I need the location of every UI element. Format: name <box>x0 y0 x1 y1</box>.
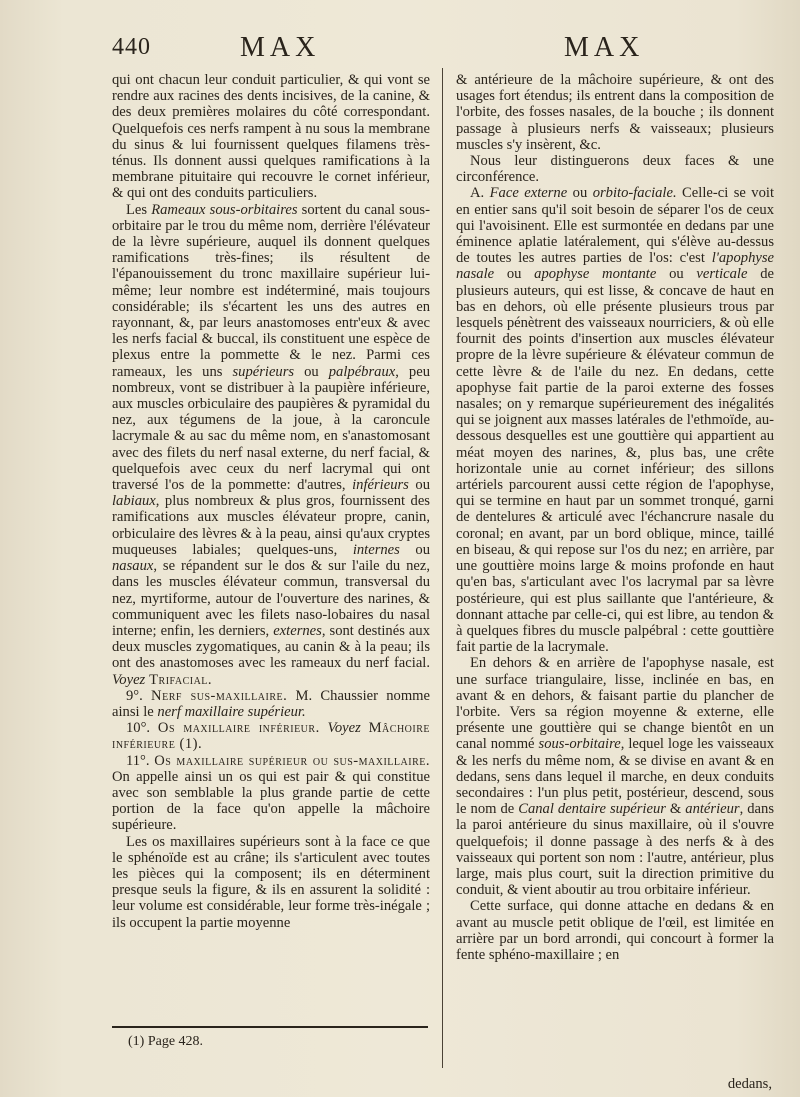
entry-os-maxillaire-inferieur: 10°. Os maxillaire inférieur. Voyez Mâchoire inférieure (1). <box>112 720 430 753</box>
right-paragraph-5: Cette surface, qui donne attache en dedans & en avant au muscle petit oblique de l'œil, est limitée en arrière par un bord arrondi, qui concourt à former la fente sphéno-maxillaire ; en <box>456 898 774 963</box>
running-head-right: MAX <box>564 32 645 63</box>
left-paragraph-2: Les Rameaux sous-orbitaires sortent du canal sous-orbitaire par le trou du même nom, derrière l'élévateur de la lèvre supérieure, auquel ils donnent quelques ramifications très-fines; ils résultent de l'épanouissement du tronc maxillaire supérieur lui-même; leur nombre est indéterminé, mais toujours considérable; ils s'écartent les uns des autres en rayonnant, &, par leurs anastomoses entr'eux & avec les nerfs facial & buccal, ils constituent une espèce de plexus entre la pommette & le nez. Parmi ces rameaux, les uns supérieurs ou palpébraux, peu nombreux, vont se distribuer à la paupière inférieure, aux muscles orbiculaire des paupières & pyramidal du nez, aux tégumens de la joue, à la caroncule lacrymale & au sac du même nom, en s'anastomosant avec des filets du nerf nasal externe, du nerf facial, & quelquefois avec ceux du nerf lacrymal qui ont traversé l'os de la pommette: d'autres, inférieurs ou labiaux, plus nombreux & plus gros, fournissent des ramifications aux muscles élévateur propre, canin, orbiculaire des lèvres & à la peau, ainsi qu'aux cryptes muqueuses labiales; quelques-uns, internes ou nasaux, se répandent sur le dos & sur l'aile du nez, dans les muscles élévateur commun, transversal du nez, myrtiforme, autour de l'ouverture des narines, & communiquent avec les filets naso-lobaires du nasal interne; enfin, les derniers, externes, sont destinés aux deux muscles zygomatiques, au canin & à la peau; ils ont des anastomoses avec les rameaux du nerf facial. Voyez Trifacial. <box>112 201 430 688</box>
cross-ref-trifacial: Trifacial. <box>145 671 213 688</box>
entry-os-maxillaire-superieur: 11°. Os maxillaire supérieur ou sus-maxillaire. On appelle ainsi un os qui est pair & qui constitue avec son semblable la plus grande partie de cette portion de la face qu'on appelle la mâchoire supérieure. <box>112 752 431 834</box>
right-paragraph-1: & antérieure de la mâchoire supérieure, & ont des usages fort étendus; ils entrent dans la composition de l'orbite, des fosses nasales, de la bouche ; ils donnent passage à plusieurs nerfs & vaisseaux; plusieurs muscles s'y insèrent, &c. <box>456 72 774 153</box>
page-number: 440 <box>112 34 151 60</box>
catchword: dedans, <box>727 1076 772 1092</box>
left-paragraph-1: qui ont chacun leur conduit particulier, & qui vont se rendre aux racines des dents incisives, de la canine, & des deux premières molaires du côté correspondant. Quelquefois ces nerfs rampent à nu sous la membrane du sinus & lui fournissent quelques filamens très-ténus. Ils donnent aussi quelques ramifications à la membrane pituitaire qui recouvre le cornet inférieur, & qui ont des conduits particuliers. <box>112 72 430 202</box>
running-head-left: MAX <box>240 32 321 63</box>
right-column <box>456 72 774 1082</box>
left-column <box>112 72 430 1012</box>
left-paragraph-6: Les os maxillaires supérieurs sont à la face ce que le sphénoïde est au crâne; ils s'articulent avec toutes les pièces qui la composent; ils en déterminent presque seuls la figure, & ils en assurent la solidité : leur volume est considérable, leur forme très-inégale ; ils occupent la partie moyenne <box>112 833 430 931</box>
right-paragraph-4: En dehors & en arrière de l'apophyse nasale, est une surface triangulaire, lisse, inclinée en bas, en avant & en dehors, & faisant partie du plancher de l'orbite. Vers sa région moyenne & externe, elle présente une gouttière qui se change bientôt en un canal nommé sous-orbitaire, lequel loge les vaisseaux & les nerfs du même nom, & se divise en avant & en dedans, sens dans lequel il marche, en deux conduits secondaires : l'un plus petit, postérieur, descend, sous le nom de Canal dentaire supérieur & antérieur, dans la paroi antérieure du sinus maxillaire, où il s'ouvre quelquefois; il donne passage à des nerfs & à des vaisseaux qui portent son nom : l'autre, antérieur, plus large, mais plus court, suit la direction primitive du conduit, & vient aboutir au trou orbitaire inférieur. <box>456 655 774 899</box>
page-header <box>112 30 770 70</box>
footnote-rule <box>112 1026 428 1028</box>
footnote: (1) Page 428. <box>128 1034 204 1049</box>
column-divider <box>442 68 443 1068</box>
right-paragraph-face-externe: A. Face externe ou orbito-faciale. Celle-ci se voit en entier sans qu'il soit besoin de séparer l'os de ceux qui l'avoisinent. Elle est surmontée en dedans par une éminence aplatie latéralement, qui s'élève au-dessus de toutes les autres parties de l'os: c'est l'apophyse nasale ou apophyse montante ou verticale de plusieurs auteurs, qui est lisse, & concave de haut en bas en dehors, où elle présente plusieurs trous par lesquels pénètrent des vaisseaux nourriciers, & où elle fournit des points d'insertion aux muscles élévateur propre de la lèvre supérieure & élévateur commun de cette lèvre & de l'aile du nez. En dedans, cette apophyse fait partie de la paroi externe des fosses nasales; on y remarque supérieurement des inégalités qui se joignent aux masses latérales de l'ethmoïde, au-dessous desquelles est une gouttière qui appartient au méat moyen des narines, &, plus bas, une crête horizontale unie au cornet inférieur; des sillons artériels parcourent aussi cette région de l'apophyse, qui se termine en haut par un sommet tronqué, garni de dentelures & articulé avec l'échancrure nasale du coronal; en avant, par un bord oblique, mince, taillé en biseau, & qui repose sur l'os du nez; en arrière, par une gouttière moins large & moins profonde en haut qu'en bas, s'articulant avec l'os lacrymal par sa lèvre postérieure, qui est plus saillante que l'antérieure, & donnant attache par celle-ci, qui est libre, au tendon & à quelques fibres du muscle palpébral : cette gouttière fait partie de la lacrymale. <box>456 185 775 656</box>
right-paragraph-2: Nous leur distinguerons deux faces & une circonférence. <box>456 153 774 186</box>
entry-nerf-sus-maxillaire: 9°. Nerf sus-maxillaire. M. Chaussier nomme ainsi le nerf maxillaire supérieur. <box>112 687 431 720</box>
cross-ref-voyez: Voyez <box>112 671 146 688</box>
